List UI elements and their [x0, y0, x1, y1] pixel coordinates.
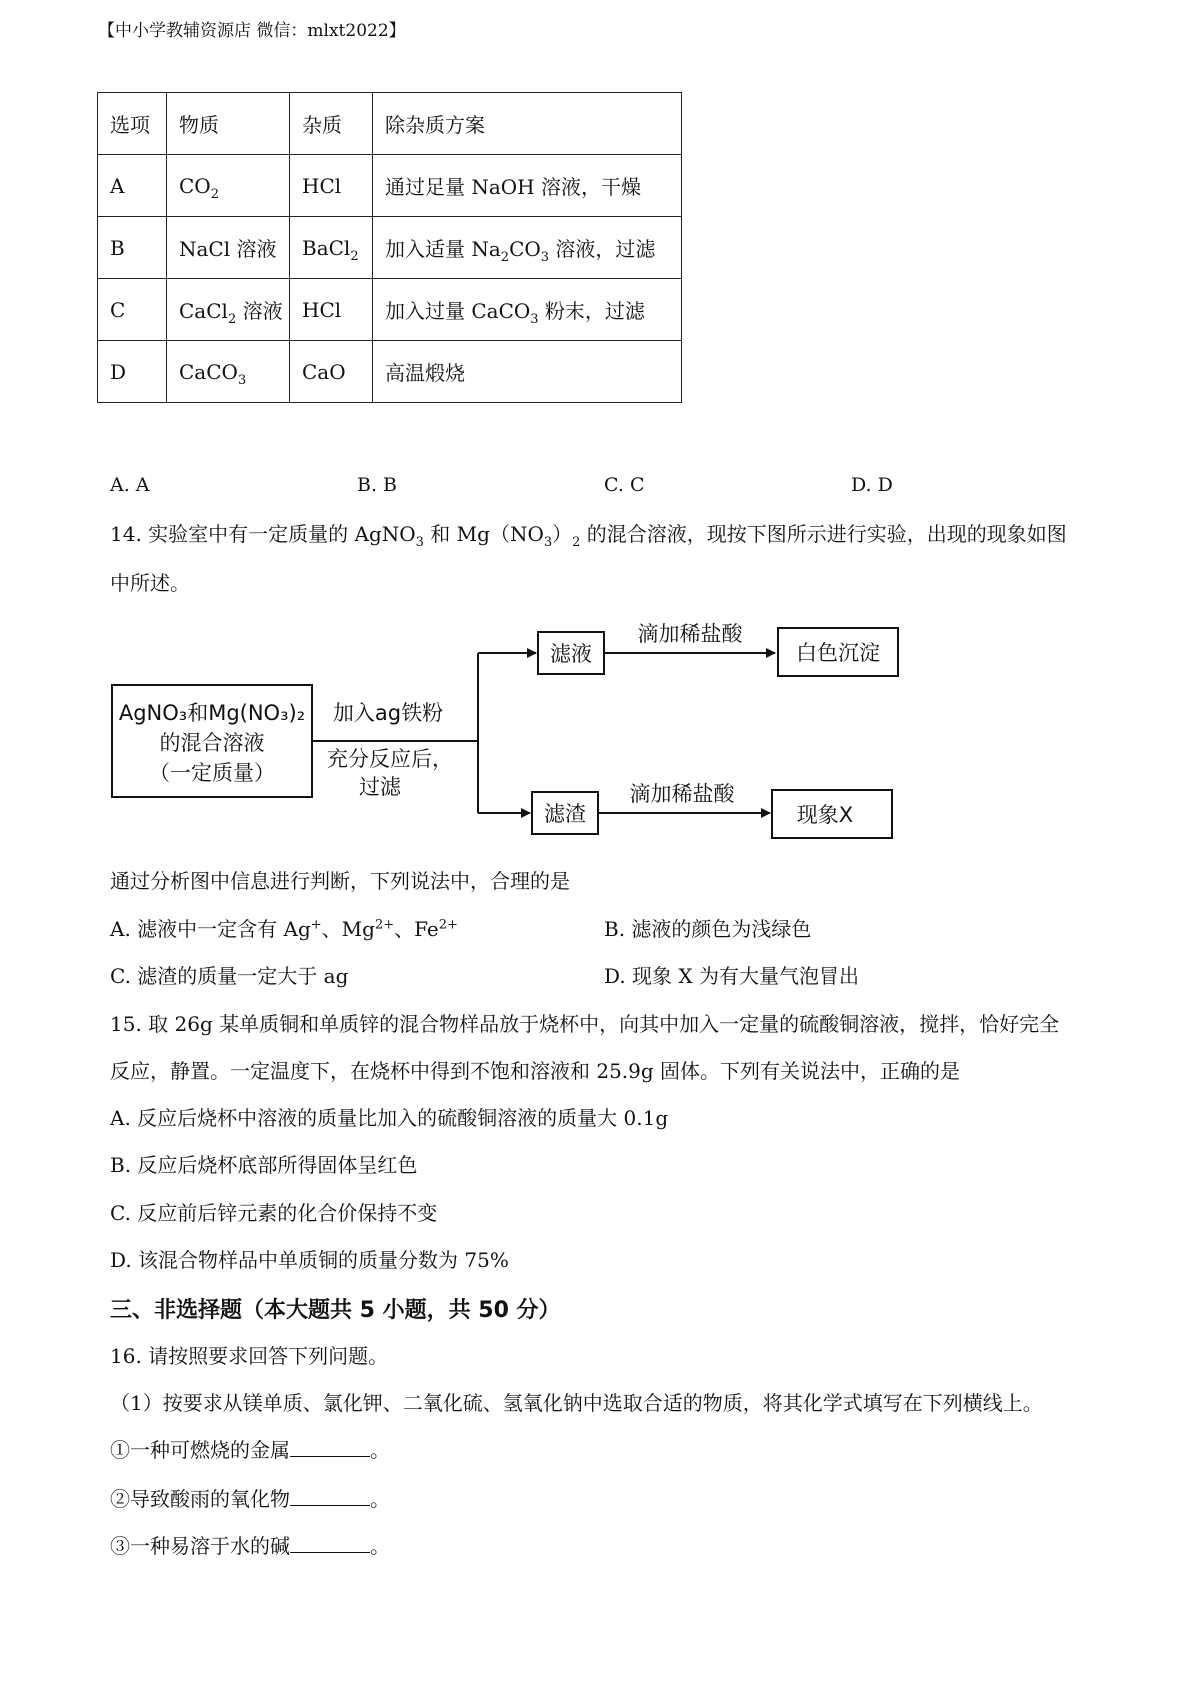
q14-option-b: B. 滤液的颜色为浅绿色: [604, 917, 812, 941]
row-method: 高温煅烧: [373, 341, 682, 403]
q16-stem: 16. 请按照要求回答下列问题。: [110, 1344, 389, 1368]
row-impurity: HCl: [290, 155, 373, 217]
q13-option-d: D. D: [851, 474, 893, 496]
start-box-line1: AgNO₃和Mg(NO₃)₂: [118, 701, 306, 725]
header-option: 选项: [98, 93, 167, 155]
header-impurity: 杂质: [290, 93, 373, 155]
q15-option-d: D. 该混合物样品中单质铜的质量分数为 75%: [110, 1248, 509, 1272]
section-heading: 三、非选择题（本大题共 5 小题，共 50 分）: [110, 1298, 561, 1323]
q15-option-c: C. 反应前后锌元素的化合价保持不变: [110, 1201, 438, 1225]
row-impurity: BaCl$_2$: [290, 217, 373, 279]
header-method: 除杂质方案: [373, 93, 682, 155]
row-substance: $CO_2$: [167, 155, 290, 217]
q15-option-a: A. 反应后烧杯中溶液的质量比加入的硫酸铜溶液的质量大 0.1g: [110, 1106, 669, 1130]
q14-stem-line1: 14. 实验室中有一定质量的 AgNO$_3$ 和 $Mg(NO_3)_2$ 的混合溶液，现按下图所示进行实验，出现的现象如图: [110, 522, 1067, 550]
phenomenon-x-label: 现象X: [796, 803, 854, 827]
row-impurity: HCl: [290, 279, 373, 341]
add-acid-top-label: 滴加稀盐酸: [637, 622, 743, 646]
q14-option-c: C. 滤渣的质量一定大于 ag: [110, 964, 349, 988]
q14-option-a: A. 滤液中一定含有 Ag+、$Mg^{2+}$、$Fe^{2+}$: [110, 917, 458, 941]
table-row: [98, 155, 682, 217]
filtrate-label: 滤液: [550, 642, 592, 666]
row-method: 通过足量 NaOH 溶液，干燥: [373, 155, 682, 217]
q13-option-c: C. C: [604, 474, 645, 496]
white-ppt-label: 白色沉淀: [796, 641, 880, 665]
header-substance: 物质: [167, 93, 290, 155]
row-method: 加入过量 CaCO$_3$ 粉末，过滤: [373, 279, 682, 341]
q14-option-d: D. 现象 X 为有大量气泡冒出: [604, 964, 859, 988]
residue-label: 滤渣: [544, 802, 586, 826]
q16-item-1: ①一种可燃烧的金属 。: [110, 1438, 390, 1462]
row-option: A: [98, 155, 167, 217]
table-row: [98, 217, 682, 279]
step-label-filter: 过滤: [359, 775, 401, 799]
q14-stem-line2: 中所述。: [110, 571, 190, 595]
impurity-removal-table: [97, 92, 682, 403]
table-row: [98, 279, 682, 341]
table-row: [98, 341, 682, 403]
add-acid-bottom-label: 滴加稀盐酸: [629, 782, 735, 806]
step-label-add-iron: 加入ag铁粉: [332, 701, 444, 725]
q15-stem-line1: 15. 取 26g 某单质铜和单质锌的混合物样品放于烧杯中，向其中加入一定量的硫酸铜溶液，搅拌，恰好完全: [110, 1012, 1060, 1036]
row-option: B: [98, 217, 167, 279]
answer-blank[interactable]: [290, 1487, 370, 1506]
start-box-line2: 的混合溶液: [159, 731, 265, 755]
table-header-row: [98, 93, 682, 155]
row-method: 加入适量 $Na_2CO_3$ 溶液，过滤: [373, 217, 682, 279]
q16-part1: （1）按要求从镁单质、氯化钾、二氧化硫、氢氧化钠中选取合适的物质，将其化学式填写在下列横线上。: [110, 1391, 1043, 1415]
q14-question: 通过分析图中信息进行判断，下列说法中，合理的是: [110, 869, 570, 893]
q16-item-3: ③一种易溶于水的碱 。: [110, 1534, 390, 1558]
row-substance: CaCl$_2$ 溶液: [167, 279, 290, 341]
start-box-line3: （一定质量）: [149, 761, 275, 785]
answer-blank[interactable]: [290, 1534, 370, 1553]
q15-stem-line2: 反应，静置。一定温度下，在烧杯中得到不饱和溶液和 25.9g 固体。下列有关说法中，正确的是: [110, 1059, 961, 1083]
experiment-flowchart: [100, 605, 920, 840]
row-option: D: [98, 341, 167, 403]
row-substance: CaCO$_3$: [167, 341, 290, 403]
q13-option-a: A. A: [110, 474, 150, 496]
answer-blank[interactable]: [290, 1438, 370, 1457]
step-label-react: 充分反应后，: [327, 747, 453, 771]
q16-item-2: ②导致酸雨的氧化物 。: [110, 1487, 390, 1511]
row-substance: NaCl 溶液: [167, 217, 290, 279]
q13-option-b: B. B: [357, 474, 398, 496]
row-option: C: [98, 279, 167, 341]
row-impurity: CaO: [290, 341, 373, 403]
q15-option-b: B. 反应后烧杯底部所得固体呈红色: [110, 1153, 418, 1177]
watermark-text: 【中小学教辅资源店 微信：mlxt2022】: [98, 21, 406, 41]
